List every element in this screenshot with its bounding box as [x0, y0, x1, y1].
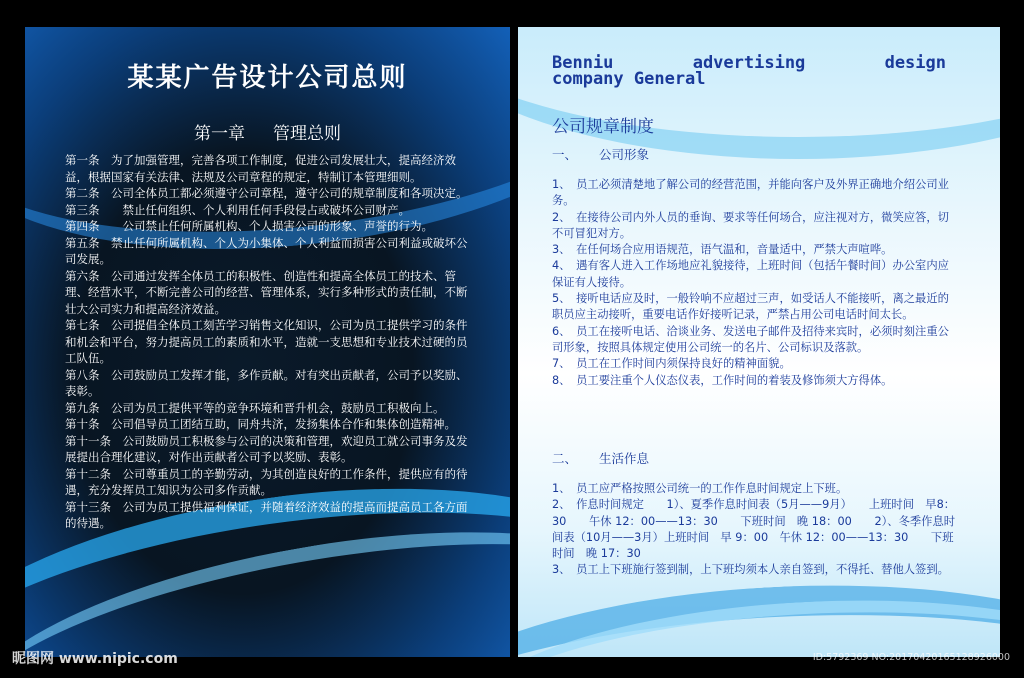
article-paragraph: 第七条 公司提倡全体员工刻苦学习销售文化知识，公司为员工提供学习的条件和机会和平台，努力提高员工的素质和水平，造就一支思想和专业技术过硬的员工队伍。 [65, 318, 468, 365]
list-item: 7、 员工在工作时间内须保持良好的精神面貌。 [552, 357, 791, 371]
list-item: 3、 员工上下班施行签到制，上下班均须本人亲自签到，不得托、替他人签到。 [552, 563, 949, 577]
list-item: 1、 员工必须清楚地了解公司的经营范围，并能向客户及外界正确地介绍公司业务。 [552, 178, 949, 208]
english-title-word: Benniu [552, 53, 614, 73]
section-title: 公司形象 [599, 147, 650, 162]
section-title: 生活作息 [599, 451, 650, 466]
section-heading [552, 145, 649, 163]
article-paragraph: 第十条 公司倡导员工团结互助，同舟共济，发扬集体合作和集体创造精神。 [65, 417, 456, 431]
list-item: 4、 遇有客人进入工作场地应礼貌接待，上班时间（包括午餐时间）办公室内应保证有人接待。 [552, 259, 949, 289]
article-paragraph: 第五条 禁止任何所属机构、个人为小集体、个人利益而损害公司利益或破坏公司发展。 [65, 235, 468, 266]
article-paragraph: 第十三条 公司为员工提供福利保证，并随着经济效益的提高而提高员工各方面的待遇。 [65, 499, 468, 530]
right-panel [518, 27, 1000, 657]
rules-heading: 公司规章制度 [552, 117, 654, 137]
english-title [552, 55, 946, 87]
list-item: 3、 在任何场合应用语规范，语气温和，音量适中，严禁大声喧哗。 [552, 243, 893, 257]
site-watermark: 昵图网 www.nipic.com [12, 651, 178, 667]
article-paragraph: 第十二条 公司尊重员工的辛勤劳动，为其创造良好的工作条件，提供应有的待遇，充分发挥员工知识为公司多作贡献。 [65, 466, 468, 497]
article-paragraph: 第八条 公司鼓励员工发挥才能，多作贡献。对有突出贡献者，公司予以奖励、表彰。 [65, 367, 468, 398]
english-title-word: advertising [692, 53, 806, 73]
section-number: 一、 [552, 147, 578, 162]
list-item: 2、 在接待公司内外人员的垂询、要求等任何场合，应注视对方，微笑应答，切不可冒犯对方。 [552, 210, 949, 240]
section1-list [552, 177, 960, 389]
decorative-wave [518, 27, 1000, 159]
chapter-title: 管理总则 [273, 124, 341, 144]
article-paragraph: 第四条 公司禁止任何所属机构、个人损害公司的形象、声誉的行为。 [65, 219, 433, 233]
image-id-label: ID:5792369 NO:20170420165128926000 [812, 652, 1010, 663]
chapter-heading [25, 119, 510, 144]
article-paragraph: 第二条 公司全体员工都必须遵守公司章程，遵守公司的规章制度和各项决定。 [65, 186, 468, 200]
article-paragraph: 第三条 禁止任何组织、个人利用任何手段侵占或破坏公司财产。 [65, 202, 410, 217]
list-item: 6、 员工在接听电话、洽谈业务、发送电子邮件及招待来宾时，必须时刻注重公司形象，按照具体规定使用公司统一的名片、公司标识及落款。 [552, 324, 949, 354]
section-heading [552, 449, 649, 467]
list-item: 1、 员工应严格按照公司统一的工作作息时间规定上下班。 [552, 482, 848, 495]
left-panel [25, 27, 510, 657]
article-paragraph: 第十一条 公司鼓励员工积极参与公司的决策和管理，欢迎员工就公司事务及发展提出合理化建议，对作出贡献者公司予以奖励、表彰。 [65, 433, 468, 464]
article-paragraph: 第六条 公司通过发挥全体员工的积极性、创造性和提高全体员工的技术、管理、经营水平，不断完善公司的经营、管理体系，实行多种形式的责任制，不断壮大公司实力和提高经济效益。 [65, 268, 468, 316]
section-number: 二、 [552, 451, 578, 466]
list-item: 2、 作息时间规定 1）、夏季作息时间表（5月——9月） 上班时间 早8：30 午休 12：00——13：30 下班时间 晚 18：00 2）、冬季作息时间表（10月——3月）上班时间 早 9：00 午休 12：00——13：30 下班时间 晚 17：30 [552, 498, 956, 561]
article-paragraph: 第一条 为了加强管理，完善各项工作制度，促进公司发展壮大，提高经济效益，根据国家有关法律、法规及公司章程的规定，特制订本管理细则。 [65, 153, 456, 184]
section2-list [552, 481, 960, 579]
article-paragraph: 第九条 公司为员工提供平等的竞争环境和晋升机会，鼓励员工积极向上。 [65, 400, 445, 415]
document-title: 某某广告设计公司总则 [127, 63, 408, 93]
chapter-number: 第一章 [194, 124, 245, 144]
english-title-word: design [884, 53, 946, 73]
english-title-line2: company General [552, 69, 706, 89]
list-item: 8、 员工要注重个人仪态仪表，工作时间的着装及修饰须大方得体。 [552, 373, 893, 387]
list-item: 5、 接听电话应及时，一般铃响不应超过三声，如受话人不能接听，离之最近的职员应主动接听，重要电话作好接听记录，严禁占用公司电话时间太长。 [552, 292, 949, 322]
articles-list [65, 152, 477, 532]
